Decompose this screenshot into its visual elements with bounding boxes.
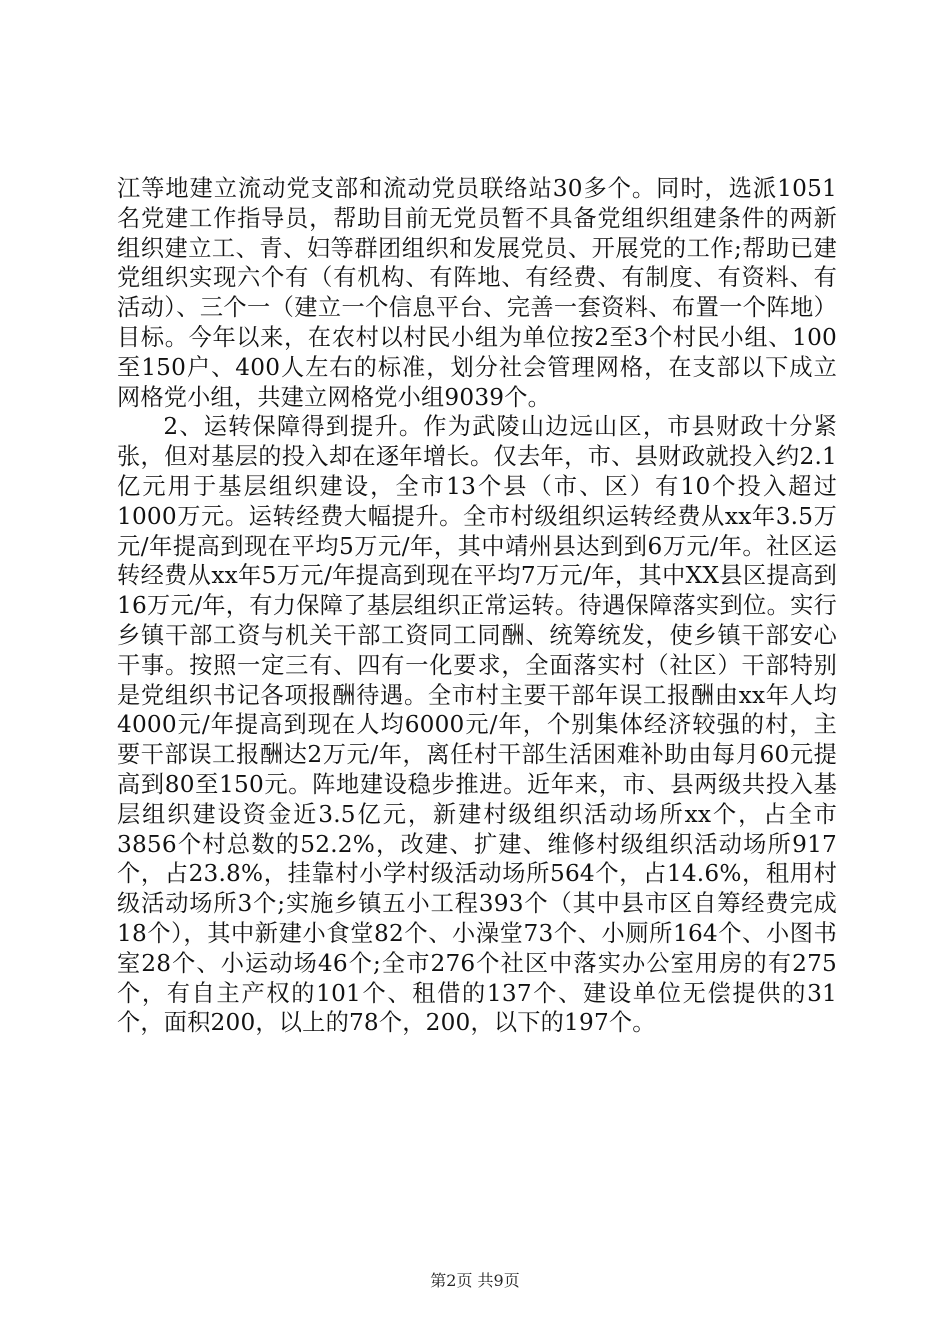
page-footer: 第2页 共9页: [430, 1271, 520, 1290]
paragraph-1: 江等地建立流动党支部和流动党员联络站30多个。同时，选派1051名党建工作指导员，帮助目前无党员暂不具备党组织组建条件的两新组织建立工、青、妇等群团组织和发展党员、开展党的工作;帮助已建党组织实现六个有（有机构、有阵地、有经费、有制度、有资料、有活动）、三个一（建立一个信息平台、完善一套资料、布置一个阵地）目标。今年以来，在农村以村民小组为单位按2至3个村民小组、100至150户、400人左右的标准，划分社会管理网格，在支部以下成立网格党小组，共建立网格党小组9039个。: [117, 175, 837, 411]
paragraph-2: 2、运转保障得到提升。作为武陵山边远山区，市县财政十分紧张，但对基层的投入却在逐年增长。仅去年，市、县财政就投入约2.1亿元用于基层组织建设，全市13个县（市、区）有10个投入超过1000万元。运转经费大幅提升。全市村级组织运转经费从xx年3.5万元/年提高到现在平均5万元/年，其中靖州县达到到6万元/年。社区运转经费从xx年5万元/年提高到现在平均7万元/年，其中XX县区提高到16万元/年，有力保障了基层组织正常运转。待遇保障落实到位。实行乡镇干部工资与机关干部工资同工同酬、统筹统发，使乡镇干部安心干事。按照一定三有、四有一化要求，全面落实村（社区）干部特别是党组织书记各项报酬待遇。全市村主要干部年误工报酬由xx年人均4000元/年提高到现在人均6000元/年，个别集体经济较强的村，主要干部误工报酬达2万元/年，离任村干部生活困难补助由每月60元提高到80至150元。阵地建设稳步推进。近年来，市、县两级共投入基层组织建设资金近3.5亿元，新建村级组织活动场所xx个，占全市3856个村总数的52.2%，改建、扩建、维修村级组织活动场所917个，占23.8%，挂靠村小学村级活动场所564个，占14.6%，租用村级活动场所3个;实施乡镇五小工程393个（其中县市区自筹经费完成18个），其中新建小食堂82个、小澡堂73个、小厕所164个、小图书室28个、小运动场46个;全市276个社区中落实办公室用房的有275个，有自主产权的101个、租借的137个、建设单位无偿提供的31个，面积200，以上的78个，200，以下的197个。: [117, 413, 837, 1037]
document-body: [117, 174, 837, 1038]
